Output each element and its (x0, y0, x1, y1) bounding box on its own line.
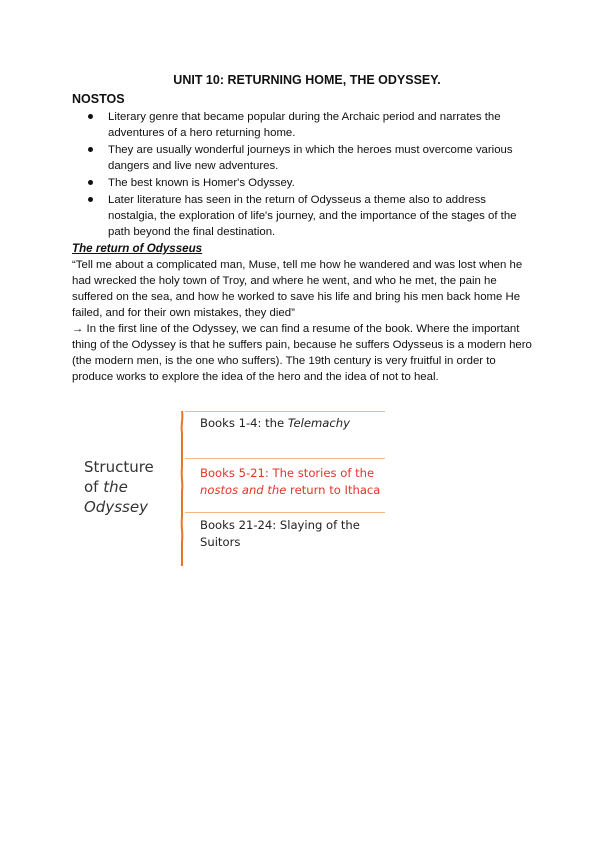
bullet-item (72, 142, 532, 174)
bullet-item (72, 192, 532, 240)
bullet-text: They are usually wonderful journeys in which the heroes must overcome various dangers and live new adventures. (108, 144, 513, 172)
structure-row-suitors: Books 21-24: Slaying of the Suitors (200, 518, 360, 549)
bullet-icon (88, 180, 93, 185)
bullet-text: The best known is Homer's Odyssey. (108, 177, 295, 189)
structure-label-line: of the (84, 478, 128, 496)
bullet-item (72, 175, 532, 191)
bullet-icon (88, 147, 93, 152)
structure-row-telemachy: Books 1-4: the Telemachy (200, 416, 350, 430)
odyssey-structure-diagram (80, 405, 400, 570)
structure-label (84, 457, 154, 517)
document-page (72, 70, 532, 385)
divider-line (185, 458, 385, 459)
divider-line (185, 411, 385, 412)
bullet-text: Later literature has seen in the return of Odysseus a theme also to address nostalgia, the exploration of life's journey, and the importance of the stages of the path beyond the final destination. (108, 194, 517, 238)
bullet-item (72, 109, 532, 141)
nostos-heading: NOSTOS (72, 92, 125, 106)
return-of-odysseus-heading: The return of Odysseus (72, 242, 203, 255)
odyssey-quote: “Tell me about a complicated man, Muse, tell me how he wandered and was lost when he had wrecked the holy town of Troy, and where he went, and who he met, the pain he suffered on the sea, and how he worked to save his life and bring his men back home He failed, and for their own mistakes, they died” (72, 259, 523, 319)
structure-label-line: Structure (84, 458, 154, 476)
bullet-icon (88, 114, 93, 119)
page-title: UNIT 10: RETURNING HOME, THE ODYSSEY. (173, 73, 441, 87)
divider-line (185, 512, 385, 513)
odyssey-comment: → In the first line of the Odyssey, we can find a resume of the book. Where the important thing of the Odyssey is that he suffers pain, because he suffers Odysseus is a modern hero (the modern men, is the one who suffers). The 19th century is very fruitful in order to produce works to explore the idea of the hero and the idea of not to heal. (72, 323, 532, 383)
structure-label-line: Odyssey (84, 498, 148, 516)
structure-row-nostos: Books 5-21: The stories of the nostos and the return to Ithaca (200, 466, 381, 497)
bracket-divider (180, 411, 184, 566)
nostos-bullet-list (72, 109, 532, 240)
bullet-text: Literary genre that became popular during the Archaic period and narrates the adventures of a hero returning home. (108, 111, 501, 139)
bullet-icon (88, 197, 93, 202)
